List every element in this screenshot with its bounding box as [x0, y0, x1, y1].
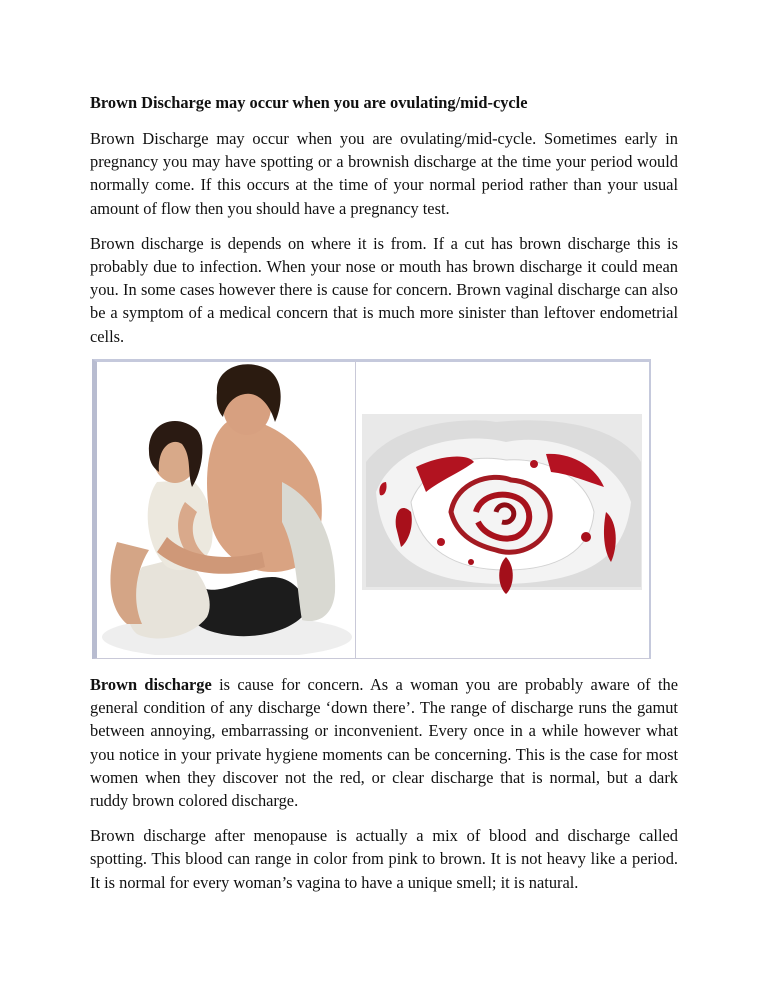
paragraph-2: Brown discharge is depends on where it is from. If a cut has brown discharge this is probably due to infection. When your nose or mouth has brown discharge it could mean you. In some cases however there is cause for concern. Brown vaginal discharge can also be a symptom of a medical concern that is much more sinister than leftover endometrial cells.	[90, 233, 678, 346]
rose-illustration	[356, 362, 649, 655]
rose-photo	[355, 359, 651, 659]
paragraph-4: Brown discharge after menopause is actually a mix of blood and discharge called spotting. This blood can range in color from pink to brown. It is not heavy like a period. It is normal for every woman’s vagina to have a unique smell; it is natural.	[90, 826, 678, 892]
top-text-block	[90, 92, 678, 360]
illustration-figure	[92, 359, 652, 657]
section-heading: Brown Discharge may occur when you are ovulating/mid-cycle	[90, 93, 528, 112]
paragraph-3-body: is cause for concern. As a woman you are probably aware of the general condition of any discharge ‘down there’. The range of discharge runs the gamut between annoying, embarrassing or inconvenient. Every once in a while however what you notice in your private hygiene moments can be concerning. This is the case for most women when they discover not the red, or clear discharge that is normal, but a dark ruddy brown colored discharge.	[90, 675, 678, 811]
paragraph-3-bold-lead: Brown discharge	[90, 675, 212, 694]
bottom-text-block	[90, 673, 678, 906]
paragraph-3	[90, 673, 678, 812]
couple-photo	[92, 359, 357, 659]
paragraph-1: Brown Discharge may occur when you are ovulating/mid-cycle. Sometimes early in pregnancy you may have spotting or a brownish discharge at the time your period would normally come. If this occurs at the time of your normal period rather than your usual amount of flow then you should have a pregnancy test.	[90, 129, 678, 218]
couple-illustration	[97, 362, 356, 655]
